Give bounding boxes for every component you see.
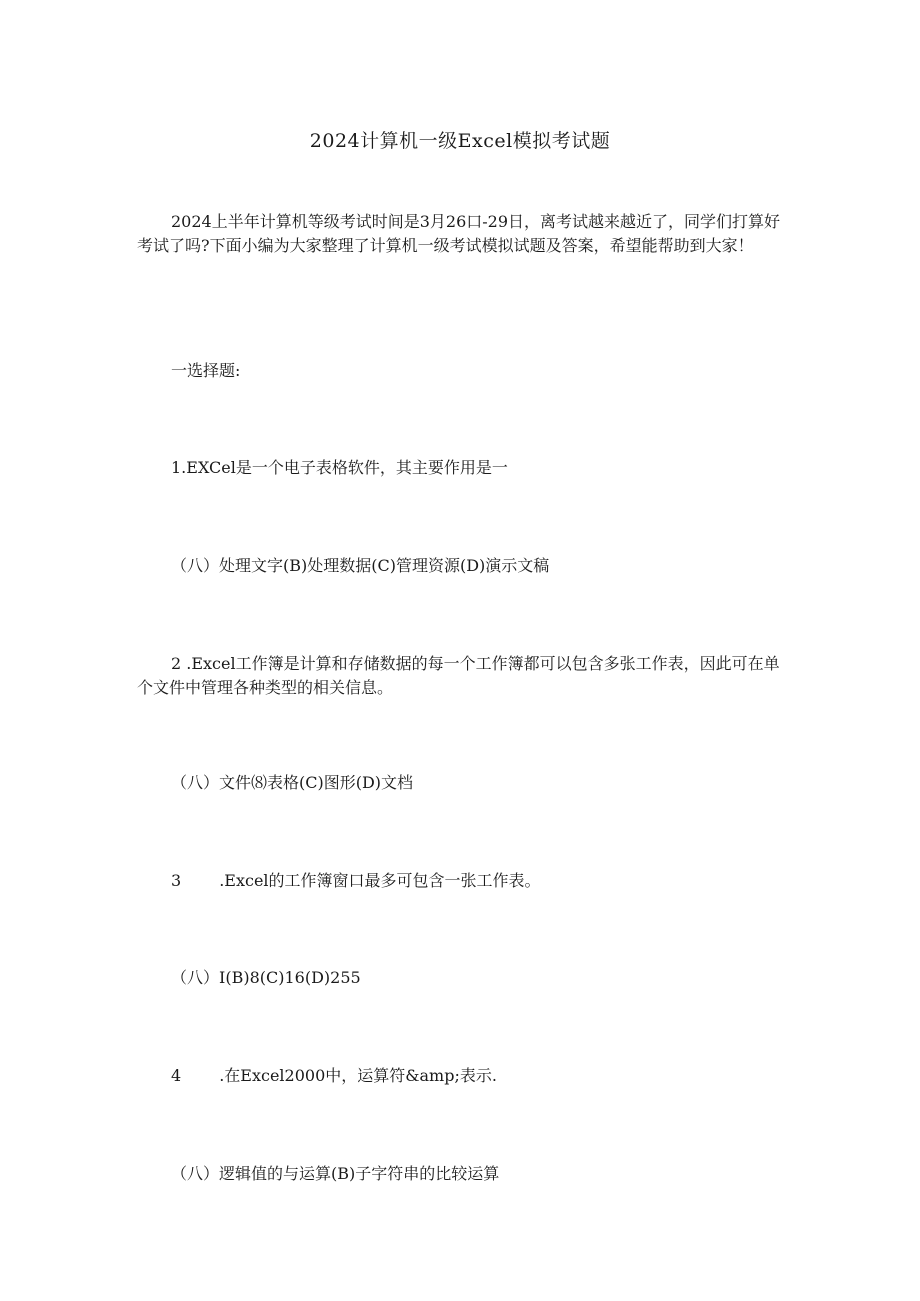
question-1: 1.EXCel是一个电子表格软件，其主要作用是一 <box>171 458 508 477</box>
question-4-options: （八）逻辑值的与运算(B)子字符串的比较运算 <box>171 1164 500 1183</box>
question-4 <box>171 1064 497 1088</box>
question-4-text: .在Excel2000中，运算符&amp;表示. <box>219 1066 497 1085</box>
question-3-number: 3 <box>171 871 182 890</box>
question-1-options: （八）处理文字(B)处理数据(C)管理资源(D)演示文稿 <box>171 556 550 575</box>
intro-paragraph: 2024上半年计算机等级考试时间是3月26口-29日，离考试越来越近了，同学们打算好考试了吗?下面小编为大家整理了计算机一级考试模拟试题及答案，希望能帮助到大家！ <box>137 212 781 255</box>
document-title: 2024计算机一级Excel模拟考试题 <box>309 130 611 152</box>
question-4-number: 4 <box>171 1066 182 1085</box>
question-3-text: .Excel的工作簿窗口最多可包含一张工作表。 <box>219 871 541 890</box>
question-3 <box>171 869 541 893</box>
question-3-options: （八）I(B)8(C)16(D)255 <box>171 968 361 987</box>
question-2: 2 .Excel工作簿是计算和存储数据的每一个工作簿都可以包含多张工作表，因此可在单个文件中管理各种类型的相关信息。 <box>137 654 780 697</box>
question-2-options: （八）文件⑻表格(C)图形(D)文档 <box>171 773 414 792</box>
section-heading: 一选择题: <box>171 361 241 380</box>
